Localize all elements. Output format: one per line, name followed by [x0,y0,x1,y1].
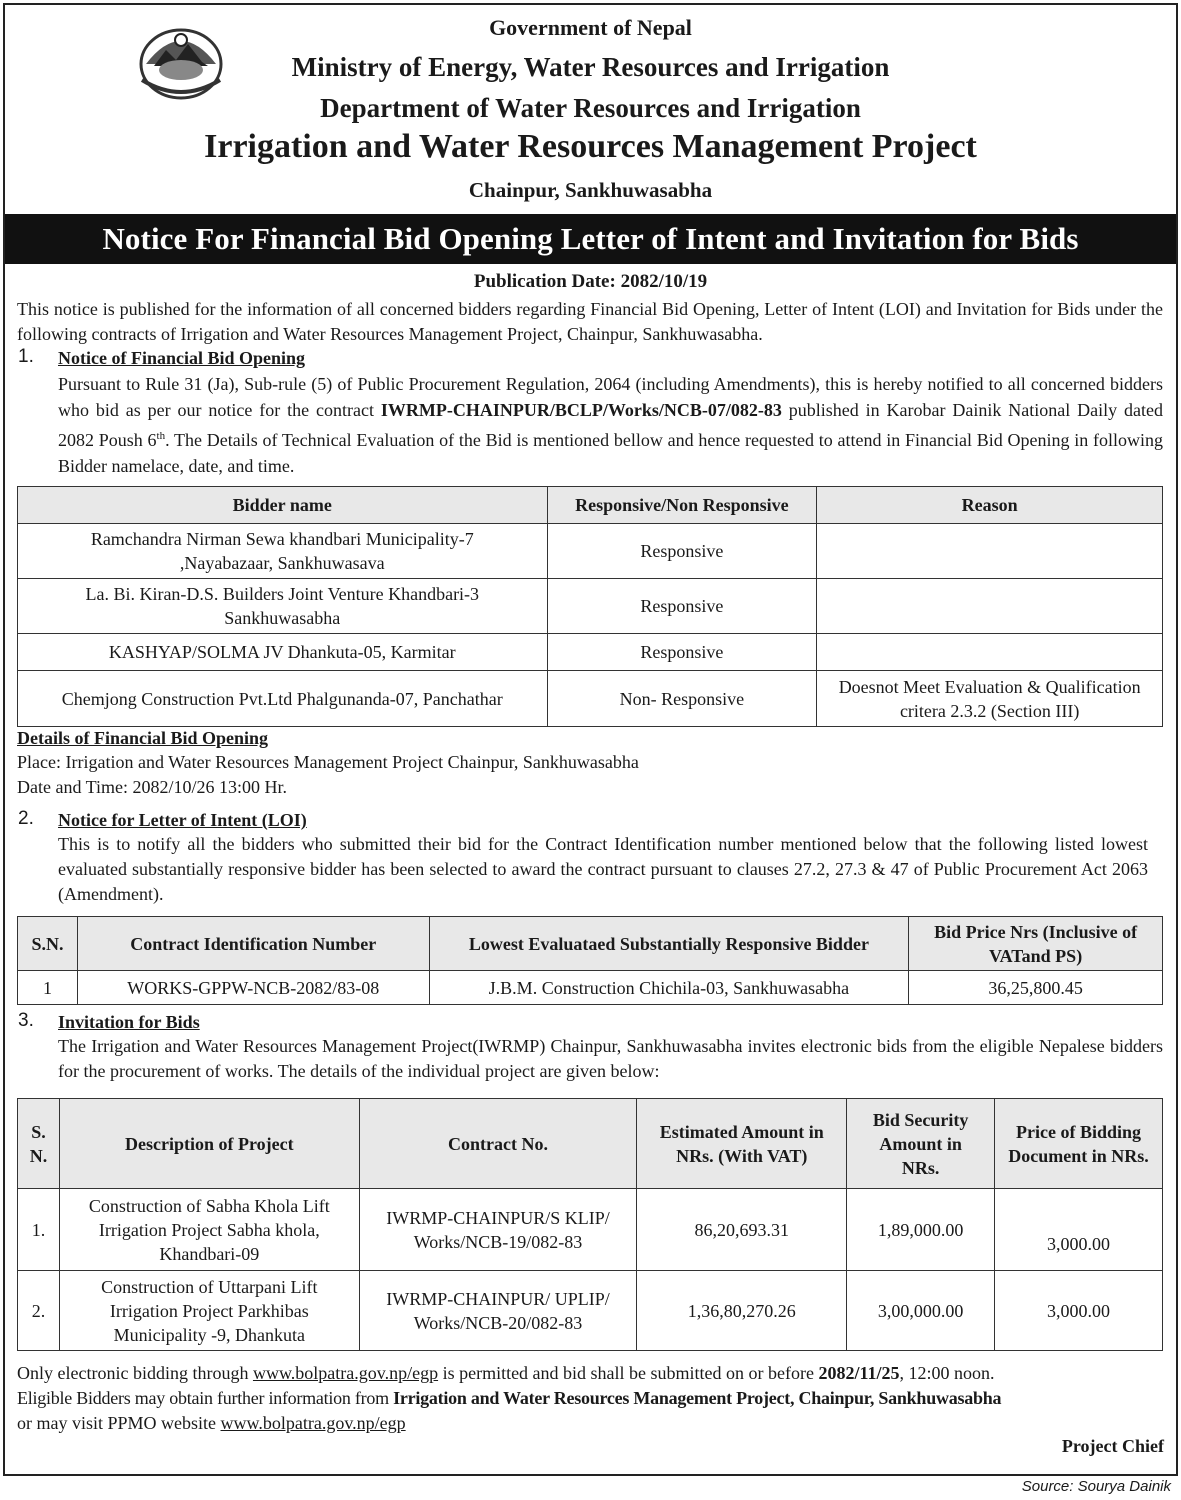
estimated-amount-cell: 86,20,693.31 [637,1189,847,1271]
responsive-cell: Responsive [547,524,817,579]
bidder-name-cell: Chemjong Construction Pvt.Ltd Phalgunanda-07, Panchathar [18,671,548,727]
footer-office-name: Irrigation and Water Resources Management Project, Chainpur, Sankhuwasabha [393,1388,1002,1408]
header-estimated-amount: Estimated Amount in NRs. (With VAT) [637,1099,847,1189]
footer-line-3 [17,1411,406,1436]
contract-no-cell: IWRMP-CHAINPUR/ UPLIP/ Works/NCB-20/082-83 [359,1271,637,1351]
footer-text-2a: Eligible Bidders may obtain further information from [17,1388,394,1408]
header-bid-price: Bid Price Nrs (Inclusive of VATand PS) [909,917,1163,971]
sn-cell: 1. [18,1189,60,1271]
table-row [18,971,1163,1005]
ppmo-link[interactable]: www.bolpatra.gov.np/egp [220,1413,406,1433]
table-header-row [18,1099,1163,1189]
footer-text-1b: is permitted and bid shall be submitted on or before [438,1363,819,1383]
loi-table [17,916,1163,1005]
sn-cell: 1 [18,971,78,1005]
publication-date: Publication Date: 2082/10/19 [473,271,708,292]
document-price-cell: 3,000.00 [995,1271,1163,1351]
bidder-name-cell: La. Bi. Kiran-D.S. Builders Joint Venture Khandbari-3 Sankhuwasabha [18,579,548,634]
table-row [18,1271,1163,1351]
intro-paragraph: This notice is published for the information of all concerned bidders regarding Financial Bid Opening, Letter of Intent (LOI) and Invitation for Bids under the following contracts of Irrigation and Water Resources Management Project, Chainpur, Sankhuwasabha. [17,299,1163,344]
invitation-table [17,1098,1163,1351]
bid-evaluation-table [17,486,1163,727]
header-document-price: Price of Bidding Document in NRs. [995,1099,1163,1189]
location-title: Chainpur, Sankhuwasabha [468,178,713,202]
contract-id-cell: WORKS-GPPW-NCB-2082/83-08 [77,971,429,1005]
reason-cell [817,524,1163,579]
bidder-name-cell: KASHYAP/SOLMA JV Dhankuta-05, Karmitar [18,634,548,671]
bid-security-cell: 1,89,000.00 [847,1189,995,1271]
project-title: Irrigation and Water Resources Management Project [204,128,977,165]
description-cell: Construction of Uttarpani Lift Irrigation Project Parkhibas Municipality -9, Dhankuta [59,1271,359,1351]
section3-paragraph: The Irrigation and Water Resources Management Project(IWRMP) Chainpur, Sankhuwasabha invites electronic bids from the eligible Nepalese bidders for the procurement of works. The details of the individual project are given below: [58,1036,1163,1081]
responsive-cell: Non- Responsive [547,671,817,727]
footer-line-1 [17,1361,1163,1386]
notice-banner: Notice For Financial Bid Opening Letter of Intent and Invitation for Bids [5,214,1176,264]
table-row [18,524,1163,579]
reason-cell [817,634,1163,671]
responsive-cell: Responsive [547,579,817,634]
section2-number: 2. [18,808,34,829]
document-price-cell: 3,000.00 [995,1189,1163,1271]
bidder-cell: J.B.M. Construction Chichila-03, Sankhuwasabha [429,971,909,1005]
department-title: Department of Water Resources and Irrigation [320,93,861,123]
description-cell: Construction of Sabha Khola Lift Irrigation Project Sabha khola, Khandbari-09 [59,1189,359,1271]
section1-text-a: Pursuant to Rule 31 (Ja), Sub-rule (5) of Public Procurement Regulation, 2064 (including Amendments), this is hereby notified to all concerned bidders who bid as per our notice for the contract [58,374,1163,420]
estimated-amount-cell: 1,36,80,270.26 [637,1271,847,1351]
source-credit: Source: Sourya Dainik [1021,1478,1171,1495]
table-row [18,671,1163,727]
details-place: Place: Irrigation and Water Resources Management Project Chainpur, Sankhuwasabha [17,752,639,772]
header-reason: Reason [817,487,1163,524]
section3-title: Invitation for Bids [58,1012,200,1032]
footer-text-1a: Only electronic bidding through [17,1363,253,1383]
sn-cell: 2. [18,1271,60,1351]
reason-cell [817,579,1163,634]
section1-sup: th [156,430,166,442]
table-row [18,634,1163,671]
section2-title: Notice for Letter of Intent (LOI) [58,810,307,830]
footer-line-2 [17,1386,1163,1411]
header-sn: S. N. [18,1099,60,1189]
footer-text-3a: or may visit PPMO website [17,1413,221,1433]
section1-paragraph [58,371,1163,479]
header-sn: S.N. [18,917,78,971]
header-bidder: Lowest Evaluataed Substantially Responsive Bidder [429,917,909,971]
details-title: Details of Financial Bid Opening [17,728,269,748]
section1-contract: IWRMP-CHAINPUR/BCLP/Works/NCB-07/082-83 [380,400,782,420]
bid-price-cell: 36,25,800.45 [909,971,1163,1005]
bid-security-cell: 3,00,000.00 [847,1271,995,1351]
section1-text-c: . The Details of Technical Evaluation of the Bid is mentioned bellow and hence requested to attend in Financial Bid Opening in following Bidder namelace, date, and time. [58,430,1164,476]
contract-no-cell: IWRMP-CHAINPUR/S KLIP/ Works/NCB-19/082-83 [359,1189,637,1271]
table-header-row [18,487,1163,524]
details-datetime: Date and Time: 2082/10/26 13:00 Hr. [17,777,287,797]
header-contract-no: Contract No. [359,1099,637,1189]
table-row [18,1189,1163,1271]
table-header-row [18,917,1163,971]
signature-project-chief: Project Chief [1061,1436,1164,1456]
ministry-title: Ministry of Energy, Water Resources and Irrigation [291,52,890,82]
header-bidder-name: Bidder name [18,487,548,524]
section3-number: 3. [18,1010,34,1031]
table-row [18,579,1163,634]
bid-deadline: 2082/11/25 [818,1363,900,1383]
government-title: Government of Nepal [489,15,692,40]
responsive-cell: Responsive [547,634,817,671]
header-bid-security: Bid Security Amount in NRs. [847,1099,995,1189]
bidder-name-cell: Ramchandra Nirman Sewa khandbari Municipality-7 ,Nayabazaar, Sankhuwasava [18,524,548,579]
notice-header [0,0,1181,215]
section2-paragraph: This is to notify all the bidders who submitted their bid for the Contract Identification number mentioned below that the following listed lowest evaluated substantially responsive bidder has been selected to award the contract pursuant to clauses 27.2, 27.3 & 47 of Public Procurement Act 2063 (Amendment). [58,834,1148,904]
header-contract-id: Contract Identification Number [77,917,429,971]
footer-text-1c: , 12:00 noon. [899,1363,995,1383]
section1-title: Notice of Financial Bid Opening [58,348,306,368]
header-description: Description of Project [59,1099,359,1189]
section1-number: 1. [18,346,34,367]
reason-cell: Doesnot Meet Evaluation & Qualification critera 2.3.2 (Section III) [817,671,1163,727]
section1-text-b: published in Karobar Dainik National Daily dated 2082 Poush 6 [58,400,1164,450]
bolpatra-link[interactable]: www.bolpatra.gov.np/egp [252,1363,439,1383]
header-responsive: Responsive/Non Responsive [547,487,817,524]
